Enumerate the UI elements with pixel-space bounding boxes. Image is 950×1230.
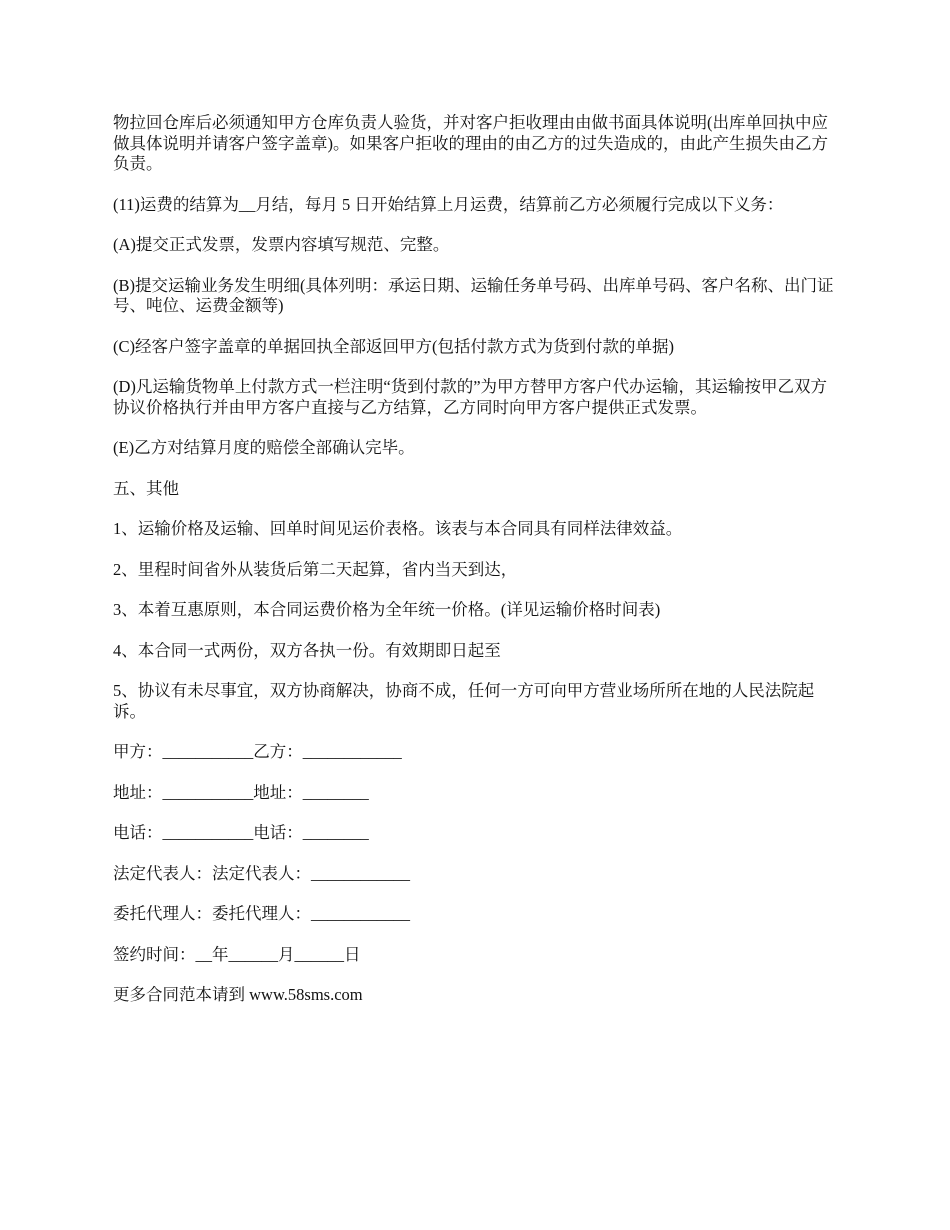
paragraph-other-5: 5、协议有未尽事宜，双方协商解决，协商不成，任何一方可向甲方营业场所所在地的人民法院起诉。 xyxy=(113,681,815,721)
document-page xyxy=(113,113,838,1006)
paragraph-settlement-clause: (11)运费的结算为__月结，每月 5 日开始结算上月运费，结算前乙方必须履行完成以下义务： xyxy=(113,194,784,214)
paragraph-other-3: 3、本着互惠原则，本合同运费价格为全年统一价格。(详见运输价格时间表) xyxy=(113,600,661,619)
paragraph-other-4: 4、本合同一式两份，双方各执一份。有效期即日起至 xyxy=(113,640,501,660)
paragraph-item-c: (C)经客户签字盖章的单据回执全部返回甲方(包括付款方式为货到付款的单据) xyxy=(113,336,674,356)
signature-agent-line: 委托代理人：委托代理人：____________ xyxy=(113,904,410,923)
paragraph-other-1: 1、运输价格及运输、回单时间见运价表格。该表与本合同具有同样法律效益。 xyxy=(113,519,683,538)
paragraph-item-b: (B)提交运输业务发生明细(具体列明：承运日期、运输任务单号码、出库单号码、客户名称、出门证号、吨位、运费金额等) xyxy=(113,275,834,315)
paragraph-item-a: (A)提交正式发票，发票内容填写规范、完整。 xyxy=(113,235,450,254)
signature-address-line: 地址：___________地址：________ xyxy=(113,782,369,802)
paragraph-item-d: (D)凡运输货物单上付款方式一栏注明“货到付款的”为甲方替甲方客户代办运输，其运输按甲乙双方协议价格执行并由甲方客户直接与乙方结算，乙方同时向甲方客户提供正式发票。 xyxy=(113,377,828,417)
signature-legal-rep-line: 法定代表人：法定代表人：____________ xyxy=(113,863,410,883)
paragraph-item-e: (E)乙方对结算月度的赔偿全部确认完毕。 xyxy=(113,438,415,457)
section-heading-other: 五、其他 xyxy=(113,478,179,498)
signature-party-line: 甲方：___________乙方：____________ xyxy=(113,742,402,761)
paragraph-return-inspection: 物拉回仓库后必须通知甲方仓库负责人验货，并对客户拒收理由由做书面具体说明(出库单回执中应做具体说明并请客户签字盖章)。如果客户拒收的理由的由乙方的过失造成的，由此产生损失由乙方负责。 xyxy=(113,113,828,173)
signature-date-line: 签约时间：__年______月______日 xyxy=(113,944,361,964)
footer-more-templates: 更多合同范本请到 www.58sms.com xyxy=(113,985,363,1004)
signature-phone-line: 电话：___________电话：________ xyxy=(113,823,369,842)
paragraph-other-2: 2、里程时间省外从装货后第二天起算，省内当天到达， xyxy=(113,559,518,579)
